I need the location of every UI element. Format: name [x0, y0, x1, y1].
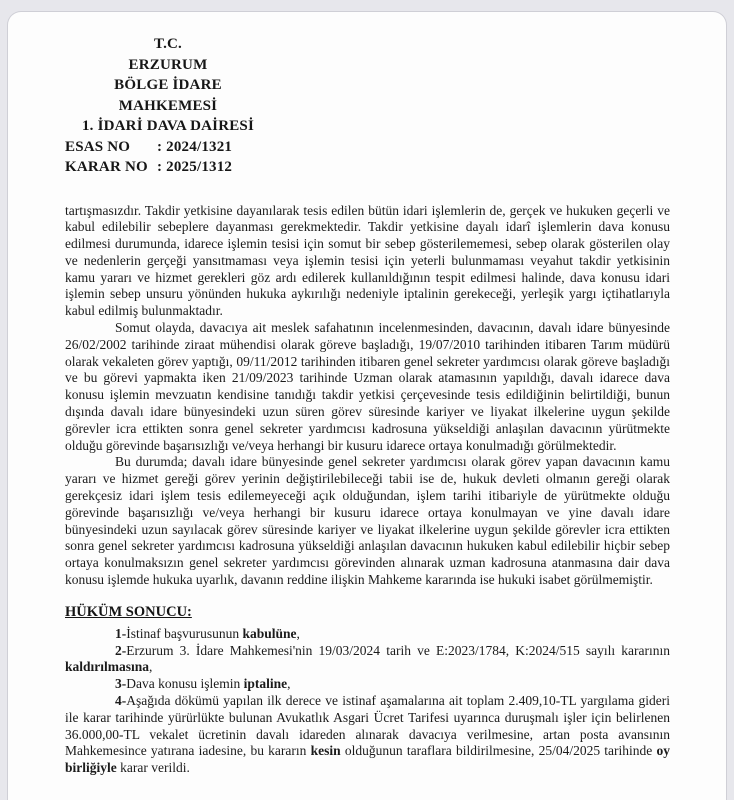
ruling-item-3: 3-Dava konusu işlemin iptaline,: [115, 676, 291, 692]
ruling-heading: HÜKÜM SONUCU:: [65, 603, 192, 620]
karar-no-value: : 2025/1312: [157, 159, 233, 175]
ruling-items: [65, 626, 670, 777]
court-decision-document: [8, 12, 726, 777]
document-page: [7, 11, 727, 800]
karar-no-row: [65, 157, 670, 178]
ruling-item-1: 1-İstinaf başvurusunun kabulüne,: [115, 625, 300, 641]
court-header-court: BÖLGE İDARE MAHKEMESİ: [114, 77, 222, 114]
karar-no-label: KARAR NO: [65, 159, 148, 175]
body-paragraph-3: Bu durumda; davalı idare bünyesinde genel sekreter yardımcısı olarak görev yapan davacının kamu yararı ve hizmet gereği görev yerinin değiştirilebileceği tabii ise de, hukuk devleti olmanın gereği olarak gerekçesiz idari işlem tesis edilemeyeceği açık olduğundan, işlem tarihi itibariyle de yürütmekte olduğu görevinde başarısızlığı ve/veya herhangi bir kusuru idarece ortaya konulmayan ve yine davalı idare bünyesindeki uzun sayılacak görev süresinde kariyer ve liyakat ilkelerine uygun şekilde görevler icra ettikten sonra genel sekreter yardımcısı kadrosuna yükseldiği anlaşılan davacının hukuken kabul edilebilir hiçbir sebep ortaya konulmaksızın genel sekreter yardımcısı görevinden alınarak uzman kadrosuna atanmasına dair dava konusu işlemde hukuka uyarlık, davanın reddine ilişkin Mahkeme kararında ise hukuki isabet görülmemiştir.: [65, 454, 670, 588]
body-paragraph-2: Somut olayda, davacıya ait meslek safahatının incelenmesinden, davacının, davalı idare bünyesinde 26/02/2002 tarihinde ziraat mühendisi olarak göreve başladığı, 19/07/2010 tarihinden itibaren Tarım müdürü olarak vekaleten görev yaptığı, 09/11/2012 tarihinden itibaren genel sekreter yardımcısı olarak göreve başladığı ve bu görevi yapmakta iken 21/09/2023 tarihinde Uzman olarak atamasının yapıldığı, davalı idarece dava konusu işlemin mevzuatın kendisine tanıdığı takdir yetkisi çerçevesinde tesis edildiğinin belirtildiği, bunun dışında davalı idare bünyesindeki uzun süren görev süresinde kariyer ve liyakat ilkelerine uygun şekilde görevler icra ettikten sonra genel sekreter yardımcısı kadrosuna yükseldiği anlaşılan davacının yürütmekte olduğu görevinde başarısızlığı ve/veya herhangi bir kusuru idarece ortaya konulmadığı görülmektedir.: [65, 320, 670, 453]
body-paragraph-1: tartışmasızdır. Takdir yetkisine dayanılarak tesis edilen bütün idari işlemlerin de, gerçek ve hukuken geçerli ve kabul edilebilir sebeplere dayanması gerekmektedir. Takdir yetkisine dayalı idarî işlemlerin dava konusu edilmesi durumunda, idarece işlemin tesisi için somut bir sebep gösterilememesi, sebep olarak gösterilen olay ve nedenlerin gerçeği yansıtmaması veya işlemin tesisi için yeterli bulunmaması veyahut takdir yetkisinin kamu yararı ve hizmet gerekleri göz ardı edilerek kullanıldığının tespit edilmesi halinde, dava konusu idari işlemin sebep unsuru yönünden hukuka aykırılığı nedeniyle iptalinin gerekeceği, yerleşik yargı içtihatlarıyla kabul edilmiş bulunmaktadır.: [65, 202, 670, 319]
ruling-item-4: 4-Aşağıda dökümü yapılan ilk derece ve istinaf aşamalarına ait toplam 2.409,10-TL yargılama gideri ile karar tarihinde yürürlükte bulunan Avukatlık Asgari Ücret Tarifesi uyarınca duruşmalı işler için belirlenen 36.000,00-TL vekalet ücretinin davalı idareden alınarak davacıya verilmesine, artan posta avansının Mahkemesince yatırana iadesine, bu kararın kesin olduğunun taraflara bildirilmesine, 25/04/2025 tarihinde oy birliğiyle karar verildi.: [65, 693, 670, 776]
esas-no-row: [65, 137, 670, 158]
decision-body: [65, 203, 670, 589]
esas-no-label: ESAS NO: [65, 138, 131, 155]
court-header-chamber: 1. İDARİ DAVA DAİRESİ: [81, 118, 255, 134]
court-header: [65, 34, 670, 178]
esas-no-value: : 2024/1321: [157, 138, 233, 155]
ruling-item-2: 2-Erzurum 3. İdare Mahkemesi'nin 19/03/2024 tarih ve E:2023/1784, K:2024/515 sayılı kararının kaldırılmasına,: [65, 642, 670, 675]
court-header-city: ERZURUM: [128, 56, 208, 73]
court-header-tc: T.C.: [153, 36, 183, 52]
